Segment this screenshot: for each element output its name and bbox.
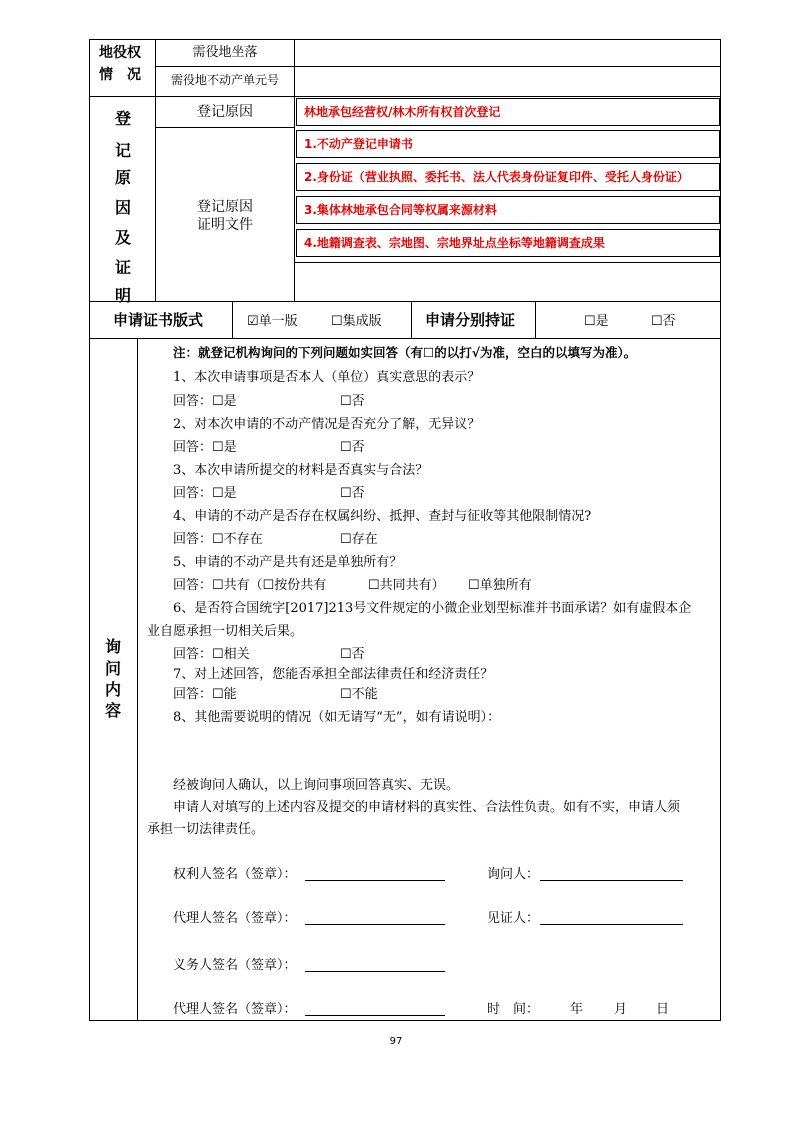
question-8: 8、其他需要说明的情况（如无请写“无”，如有请说明）： bbox=[173, 710, 501, 725]
inquiry-vertical-label-2: 问 bbox=[105, 659, 122, 678]
proof-label-line1: 登记原因 bbox=[197, 199, 253, 215]
inquiry-vertical-label-3: 内 bbox=[105, 680, 122, 699]
section-divider-3 bbox=[89, 338, 721, 339]
reason-vertical-label-3: 原 bbox=[114, 168, 132, 187]
proof-row-divider-last bbox=[294, 262, 721, 263]
reason-vertical-label-2: 记 bbox=[114, 141, 132, 160]
question-1: 1、本次申请事项是否本人（单位）真实意思的表示？ bbox=[173, 370, 481, 385]
answer-4-exists[interactable]: ☐存在 bbox=[340, 532, 378, 547]
proof-label-line2: 证明文件 bbox=[197, 217, 253, 233]
answer-4-none[interactable]: 回答：☐不存在 bbox=[173, 532, 263, 547]
question-6-line2: 业自愿承担一切相关后果。 bbox=[147, 624, 304, 639]
sig-witness-label: 见证人： bbox=[487, 911, 540, 926]
sig-inquirer-label: 询问人： bbox=[487, 867, 540, 882]
answer-1-no[interactable]: ☐否 bbox=[340, 394, 365, 409]
answer-2-no[interactable]: ☐否 bbox=[340, 440, 365, 455]
easement-header-line2: 情 况 bbox=[99, 67, 141, 83]
easement-header-line1: 地役权 bbox=[99, 45, 141, 61]
responsibility-line1: 申请人对填写的上述内容及提交的申请材料的真实性、合法性负责。如有不实，申请人须 bbox=[173, 800, 681, 815]
proof-item-1[interactable]: 1.不动产登记申请书 bbox=[304, 137, 413, 151]
cert-option-single[interactable]: ☑单一版 bbox=[247, 314, 298, 329]
sig-obligor-label: 义务人签名（签章）： bbox=[173, 958, 297, 973]
easement-unit-value[interactable] bbox=[300, 74, 710, 90]
question-4: 4、申请的不动产是否存在权属纠纷、抵押、查封与征收等其他限制情况? bbox=[173, 509, 592, 524]
answer-5-joint[interactable]: ☐共同共有） bbox=[368, 578, 445, 593]
date-year[interactable]: 年 bbox=[570, 1002, 584, 1017]
reason-label: 登记原因 bbox=[197, 104, 253, 120]
proof-item-3[interactable]: 3.集体林地承包合同等权属来源材料 bbox=[304, 203, 497, 217]
sig-inquirer-line[interactable] bbox=[540, 880, 683, 881]
cert-separate-yes[interactable]: ☐是 bbox=[584, 314, 609, 329]
cert-option-combined[interactable]: ☐集成版 bbox=[331, 314, 382, 329]
answer-3-yes[interactable]: 回答：☐是 bbox=[173, 486, 237, 501]
reason-vertical-label-6: 证 bbox=[114, 258, 132, 277]
sig-agent-line[interactable] bbox=[305, 924, 445, 925]
answer-5-share[interactable]: 回答：☐共有（☐按份共有 bbox=[173, 578, 327, 593]
answer-7-yes[interactable]: 回答：☐能 bbox=[173, 687, 237, 702]
easement-col-divider-1 bbox=[155, 39, 156, 97]
inquiry-note: 注：就登记机构询问的下列问题如实回答（有☐的以打√为准，空白的以填写为准）。 bbox=[173, 345, 637, 360]
cert-col-divider-3 bbox=[535, 301, 536, 338]
section-divider-2 bbox=[89, 301, 721, 302]
easement-col-divider-2 bbox=[294, 39, 295, 97]
answer-5-single[interactable]: ☐单独所有 bbox=[468, 578, 532, 593]
sig-rights-holder-label: 权利人签名（签章）： bbox=[173, 867, 297, 882]
sig-obligor-line[interactable] bbox=[305, 971, 445, 972]
answer-6-no[interactable]: ☐否 bbox=[340, 647, 365, 662]
question-3: 3、本次申请所提交的材料是否真实与合法？ bbox=[173, 463, 429, 478]
page-number: 97 bbox=[389, 1036, 403, 1047]
sig-agent-label: 代理人签名（签章）： bbox=[173, 911, 297, 926]
reason-value[interactable]: 林地承包经营权/林木所有权首次登记 bbox=[304, 105, 501, 119]
question-6-line1: 6、是否符合国统字[2017]213号文件规定的小微企业划型标准并书面承诺？如有虚假本企 bbox=[173, 601, 692, 616]
cert-col-divider-2 bbox=[411, 301, 412, 338]
reason-row-divider bbox=[155, 127, 295, 128]
question-8-answer-area[interactable] bbox=[173, 730, 703, 770]
proof-item-2[interactable]: 2.身份证（营业执照、委托书、法人代表身份证复印件、受托人身份证） bbox=[304, 170, 689, 184]
cert-separate-no[interactable]: ☐否 bbox=[651, 314, 676, 329]
easement-location-value[interactable] bbox=[300, 46, 710, 62]
inquiry-col-divider bbox=[137, 338, 138, 1021]
question-5: 5、申请的不动产是共有还是单独所有？ bbox=[173, 555, 403, 570]
answer-1-yes[interactable]: 回答：☐是 bbox=[173, 394, 237, 409]
question-2: 2、对本次申请的不动产情况是否充分了解，无异议？ bbox=[173, 417, 481, 432]
answer-6-yes[interactable]: 回答：☐相关 bbox=[173, 647, 250, 662]
inquiry-vertical-label-1: 询 bbox=[105, 637, 122, 656]
reason-vertical-label-1: 登 bbox=[114, 109, 132, 128]
sig-agent2-line[interactable] bbox=[305, 1015, 445, 1016]
easement-unit-label: 需役地不动产单元号 bbox=[170, 73, 280, 87]
question-7: 7、对上述回答，您能否承担全部法律责任和经济责任？ bbox=[173, 667, 494, 682]
sig-witness-line[interactable] bbox=[540, 924, 683, 925]
cert-col-divider-1 bbox=[232, 301, 233, 338]
reason-vertical-label-4: 因 bbox=[114, 198, 132, 217]
answer-7-no[interactable]: ☐不能 bbox=[340, 687, 378, 702]
easement-row-divider bbox=[155, 66, 721, 67]
easement-location-label: 需役地坐落 bbox=[192, 45, 258, 60]
answer-2-yes[interactable]: 回答：☐是 bbox=[173, 440, 237, 455]
cert-format-label: 申请证书版式 bbox=[113, 311, 204, 329]
reason-vertical-label-5: 及 bbox=[114, 228, 132, 247]
date-month[interactable]: 月 bbox=[614, 1002, 628, 1017]
section-divider-1 bbox=[89, 96, 721, 97]
answer-3-no[interactable]: ☐否 bbox=[340, 486, 365, 501]
cert-separate-label: 申请分别持证 bbox=[425, 311, 516, 329]
date-day[interactable]: 日 bbox=[656, 1002, 670, 1017]
sig-rights-holder-line[interactable] bbox=[305, 880, 445, 881]
sig-agent2-label: 代理人签名（签章）： bbox=[173, 1002, 297, 1017]
responsibility-line2: 承担一切法律责任。 bbox=[147, 822, 265, 837]
proof-item-4[interactable]: 4.地籍调查表、宗地图、宗地界址点坐标等地籍调查成果 bbox=[304, 236, 605, 250]
inquiry-vertical-label-4: 容 bbox=[105, 701, 122, 720]
reason-vertical-label-7: 明 bbox=[114, 286, 132, 305]
date-label: 时 间： bbox=[487, 1002, 540, 1017]
confirmation-text: 经被询问人确认，以上询问事项回答真实、无误。 bbox=[173, 778, 460, 793]
